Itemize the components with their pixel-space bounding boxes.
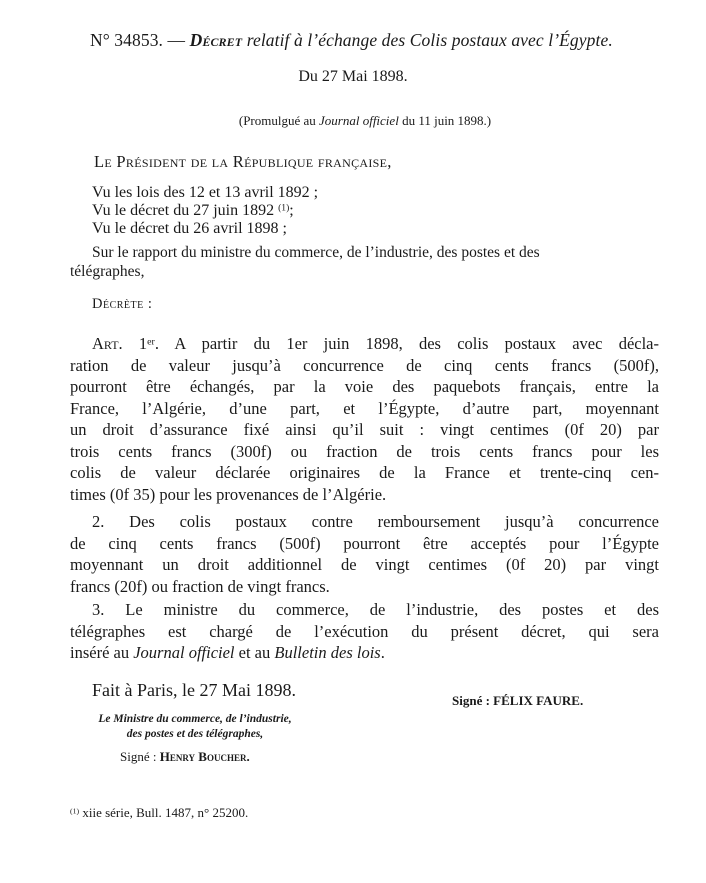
journal-officiel-ref: Journal officiel bbox=[133, 643, 235, 662]
article-1-line: trois cents francs (300f) ou fraction de trois cents francs pour les bbox=[70, 441, 659, 461]
article-1 bbox=[70, 333, 659, 505]
minister-line-2: des postes et des télégraphes, bbox=[126, 728, 264, 740]
vu-line-2-end: ; bbox=[289, 202, 294, 219]
article-2-line: moyennant un droit additionnel de vingt centimes (0f 20) par vingt bbox=[70, 555, 659, 574]
vu-line-2 bbox=[92, 202, 294, 220]
article-1-text: . A partir du 1er juin 1898, des colis postaux avec décla- bbox=[154, 334, 659, 353]
minister-title bbox=[80, 712, 310, 742]
vu-line-2-text: Vu le décret du 27 juin 1892 bbox=[92, 202, 275, 219]
article-1-line bbox=[70, 333, 659, 355]
president-heading: Le Président de la République française, bbox=[94, 152, 392, 171]
fait-a-paris: Fait à Paris, le 27 Mai 1898. bbox=[92, 680, 296, 700]
footnote bbox=[70, 805, 248, 821]
signature-minister-pre: Signé : bbox=[120, 749, 157, 764]
article-3-text: inséré au bbox=[70, 643, 130, 662]
promulgation-pre: (Promulgué au bbox=[238, 113, 316, 128]
footnote-marker: (1) bbox=[70, 806, 80, 816]
article-3-line: télégraphes est chargé de l’exécution du présent décret, qui sera bbox=[70, 621, 659, 641]
article-1-line: colis de valeur déclarée originaires de la France et trente-cinq cen- bbox=[70, 463, 659, 482]
article-1-line: France, l’Algérie, d’une part, et l’Égypte, d’autre part, moyennant bbox=[70, 398, 659, 418]
article-1-label: Art. 1 bbox=[92, 334, 148, 353]
vu-line-3: Vu le décret du 26 avril 1898 ; bbox=[92, 220, 287, 237]
article-2 bbox=[70, 511, 659, 597]
decree-word: Décret bbox=[189, 30, 243, 50]
vu-line-1: Vu les lois des 12 et 13 avril 1892 ; bbox=[92, 184, 319, 201]
article-1-line: ration de valeur jusqu’à concurrence de cinq cents francs (500f), bbox=[70, 355, 659, 375]
article-1-line: times (0f 35) pour les provenances de l’Algérie. bbox=[70, 484, 387, 504]
article-1-line: un droit d’assurance fixé ainsi qu’il suit : vingt centimes (0f 20) par bbox=[70, 420, 659, 439]
article-1-line: pourront être échangés, par la voie des paquebots français, entre la bbox=[70, 377, 659, 396]
article-1-sup: er bbox=[147, 336, 155, 348]
article-3-line: 3. Le ministre du commerce, de l’industrie, des postes et des bbox=[92, 600, 659, 619]
decree-title-text: relatif à l’échange des Colis postaux avec l’Égypte. bbox=[246, 30, 613, 50]
minister-line-1: Le Ministre du commerce, de l’industrie, bbox=[98, 713, 292, 725]
decree-number: N° 34853. — bbox=[90, 30, 186, 50]
signature-minister bbox=[120, 749, 250, 765]
bulletin-des-lois-ref: Bulletin des lois bbox=[274, 643, 381, 662]
footnote-text: xiie série, Bull. 1487, n° 25200. bbox=[82, 805, 249, 820]
rapport-line-1: Sur le rapport du ministre du commerce, de l’industrie, des postes et des bbox=[92, 244, 540, 261]
promulgation-note bbox=[0, 113, 706, 129]
article-2-line: 2. Des colis postaux contre remboursement jusqu’à concurrence bbox=[92, 512, 659, 531]
signature-president: Signé : FÉLIX FAURE. bbox=[452, 693, 584, 708]
signature-minister-name: Henry Boucher. bbox=[159, 749, 250, 764]
article-2-line: de cinq cents francs (500f) pourront être acceptés pour l’Égypte bbox=[70, 533, 659, 553]
promulgation-post: du 11 juin 1898.) bbox=[402, 113, 492, 128]
decree-title bbox=[90, 30, 613, 51]
article-3-text: et au bbox=[238, 643, 271, 662]
article-3-line bbox=[70, 642, 659, 664]
decree-date: Du 27 Mai 1898. bbox=[298, 68, 408, 85]
footnote-ref: (1) bbox=[278, 202, 290, 214]
article-3-end: . bbox=[380, 643, 385, 662]
article-3 bbox=[70, 599, 659, 664]
decrete-heading: Décrète : bbox=[92, 296, 153, 312]
promulgation-journal: Journal officiel bbox=[319, 113, 399, 128]
rapport-line-2: télégraphes, bbox=[70, 263, 145, 280]
article-2-line: francs (20f) ou fraction de vingt francs. bbox=[70, 576, 330, 596]
